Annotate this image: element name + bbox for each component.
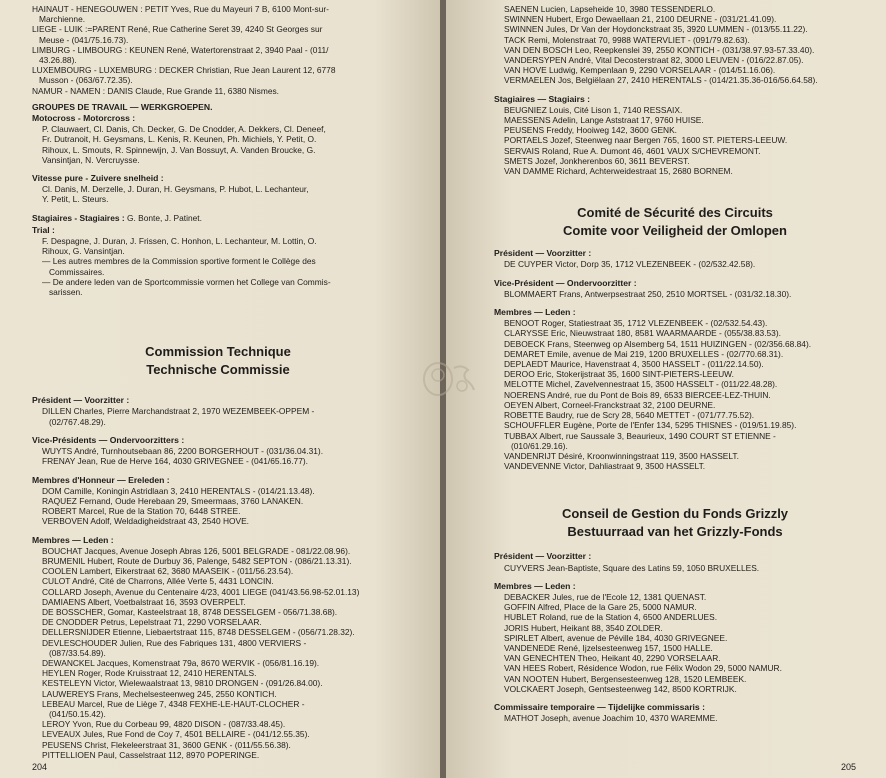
text-line: VANDENRIJT Désiré, Kroonwinningstraat 119, 3500 HASSELT. [504,450,739,461]
conseil-title-fr: Conseil de Gestion du Fonds Grizzly [561,506,789,522]
honneur-title: Membres d'Honneur — Ereleden : [32,474,170,485]
text-line: F. Despagne, J. Duran, J. Frissen, C. Honhon, L. Lechanteur, M. Lottin, O. [42,236,317,247]
stagiaires-row [32,213,404,223]
library-stamp [418,356,480,402]
text-line: DEVLESCHOUDER Julien, Rue des Fabriques 131, 4800 VERVIERS - [42,637,307,648]
comite-president-title: Président — Voorzitter : [494,248,592,259]
text-line: Commissaires. [42,266,105,277]
membres-title: Membres — Leden : [32,534,114,545]
text-line: TUBBAX Albert, rue Saussale 3, Beaurieux, 1490 COURT ST ETIENNE - [504,430,776,441]
comite-title-nl: Comite voor Veiligheid der Omlopen [563,223,787,239]
text-line: DEROO Eric, Stokerijstraat 35, 1600 SINT-PIETERS-LEEUW. [504,369,734,380]
right-page-content [494,4,856,723]
text-line: Cl. Danis, M. Derzelle, J. Duran, H. Geysmans, P. Hubot, L. Lechanteur, [42,184,309,195]
stagiaires-r-title: Stagiaires — Stagiairs : [494,93,590,104]
motocross-title: Motocross - Motorcross : [32,113,136,124]
stagiaires-r-list [494,105,856,176]
text-line: (041/50.15.42). [42,708,106,719]
text-line: Vansintjan, N. Vercruysse. [42,154,140,165]
text-line: SMETS Jozef, Jonkherenbos 60, 3611 BEVERST. [504,155,690,166]
text-line: KESTELEYN Victor, Wielewaalstraat 13, 9810 DRONGEN - (091/26.84.00). [42,678,323,689]
vice-title: Vice-Présidents — Ondervoorzitters : [32,434,185,445]
text-line: MATHOT Joseph, avenue Joachim 10, 4370 WAREMME. [504,713,718,724]
text-line: PEUSENS Christ, Flekeleerstraat 31, 3600 GENK - (011/55.56.38). [42,739,291,750]
text-line: CULOT André, Cité de Charrons, Allée Verte 5, 4431 LONCIN. [42,576,274,587]
text-line: sarissen. [42,287,83,298]
vitesse-title: Vitesse pure - Zuivere snelheid : [32,173,164,184]
text-line: BEUGNIEZ Louis, Cité Lison 1, 7140 RESSAIX. [504,104,683,115]
text-line: (010/61.29.16). [504,440,568,451]
text-line: MAESSENS Adelin, Lange Aststraat 17, 9760 HUISE. [504,115,704,126]
president-list [32,406,404,426]
text-line: VANDEVENNE Victor, Dahliastraat 9, 3500 HASSELT. [504,461,706,472]
conseil-temp-title: Commissaire temporaire — Tijdelijke commissaris : [494,701,705,712]
text-line: VANDENEDE René, Ijzelsesteenweg 157, 1500 HALLE. [504,642,713,653]
text-line: Musson - (063/67.72.35). [32,75,133,86]
text-line: MELOTTE Michel, Zavelvennestraat 15, 3500 HASSELT - (011/22.48.28). [504,379,778,390]
text-line: Y. Petit, L. Steurs. [42,194,109,205]
text-line: DE CNODDER Petrus, Lepelstraat 71, 2290 VORSELAAR. [42,617,262,628]
text-line: CUYVERS Jean-Baptiste, Square des Latins 59, 1050 BRUXELLES. [504,562,760,573]
text-line: LUXEMBOURG - LUXEMBURG : DECKER Christian, Rue Jean Laurent 12, 6778 [32,65,336,76]
text-line: FRENAY Jean, Rue de Herve 164, 4030 GRIVEGNEE - (041/65.16.77). [42,456,308,467]
text-line: DE CUYPER Victor, Dorp 35, 1712 VLEZENBEEK - (02/532.42.58). [504,259,756,270]
text-line: PORTAELS Jozef, Steenweg naar Bergen 765, 1600 ST. PIETERS-LEEUW. [504,135,788,146]
page-number-left: 204 [32,762,48,772]
text-line: (02/767.48.29). [42,416,106,427]
comite-vice-title: Vice-Président — Ondervoorzitter : [494,277,637,288]
vice-list [32,446,404,466]
page-number-right: 205 [840,762,856,772]
text-line: VAN HOVE Ludwig, Kempenlaan 9, 2290 VORSELAAR - (014/51.16.06). [504,65,776,76]
text-line: VERMAELEN Jos, Belgiëlaan 27, 2410 HERENTALS - (014/21.35.36-016/56.64.58). [504,75,818,86]
text-line: SPIRLET Albert, avenue de Péville 184, 4030 GRIVEGNEE. [504,632,728,643]
conseil-membres-title: Membres — Leden : [494,580,576,591]
membres-list [32,546,404,760]
text-line: LIMBURG - LIMBOURG : KEUNEN René, Watertorenstraat 2, 3940 Paal - (011/ [32,44,329,55]
text-line: PITTELLIOEN Paul, Casselstraat 112, 8970 POPERINGE. [42,749,260,760]
text-line: DE BOSSCHER, Gomar, Kasteelstraat 18, 8748 DESSELGEM - 056/71.38.68). [42,606,338,617]
text-line: NOERENS André, rue du Pont de Bois 89, 6533 BIERCEE-LEZ-THUIN. [504,389,771,400]
text-line: ROBETTE Baudry, rue de Scry 28, 5640 METTET - (071/77.75.52). [504,410,755,421]
comite-membres-list [494,318,856,471]
text-line: LIEGE - LUIK :=PARENT René, Rue Catherine Seret 39, 4240 St Georges sur [32,24,323,35]
text-line: DOM Camille, Koningin Astridlaan 3, 2410 HERENTALS - (014/21.13.48). [42,485,315,496]
text-line: DAMIAENS Albert, Voetbalstraat 16, 3593 OVERPELT. [42,596,246,607]
text-line: OEYEN Albert, Corneel-Franckstraat 32, 2100 DEURNE. [504,399,716,410]
text-line: SAENEN Lucien, Lapseheide 10, 3980 TESSENDERLO. [504,4,716,14]
president-title: Président — Voorzitter : [32,395,130,406]
text-line: VAN NOOTEN Hubert, Bergensesteenweg 128, 1520 LEMBEEK. [504,673,747,684]
comite-president-list [494,259,856,269]
text-line: DEBOECK Frans, Steenweg op Alsemberg 54, 1511 HUIZINGEN - (02/356.68.84). [504,338,812,349]
text-line: HUBLET Roland, rue de la Station 4, 6500 ANDERLUES. [504,612,718,623]
text-line: LEROY Yvon, Rue du Corbeau 99, 4820 DISON - (087/33.48.45). [42,719,286,730]
text-line: BLOMMAERT Frans, Antwerpsestraat 250, 2510 MORTSEL - (031/32.18.30). [504,288,792,299]
text-line: VERBOVEN Adolf, Weldadigheidstraat 43, 2540 HOVE. [42,516,250,527]
honneur-list [32,486,404,527]
conseil-title-nl: Bestuurraad van het Grizzly-Fonds [567,524,783,540]
text-line: DEBACKER Jules, rue de l'Ecole 12, 1381 QUENAST. [504,591,707,602]
trial-list [32,236,404,297]
text-line: DELLERSNIJDER Etienne, Liebaertstraat 115, 8748 DESSELGEM - (056/71.28.32). [42,627,355,638]
left-page-content [32,4,404,760]
text-line: — Les autres membres de la Commission sportive forment le Collège des [42,256,316,267]
trial-title: Trial : [32,224,55,235]
text-line: CLARYSSE Eric, Nieuwstraat 180, 8581 WAARMAARDE - (055/38.83.53). [504,328,781,339]
conseil-president-list [494,563,856,573]
text-line: VAN DEN BOSCH Leo, Reepkenslei 39, 2550 KONTICH - (031/38.97.93-57.33.40). [504,44,815,55]
text-line: HEYLEN Roger, Rode Kruisstraat 12, 2410 HERENTALS. [42,668,257,679]
text-line: Rihoux, L. Smouts, R. Spinnewijn, J. Van Bossuyt, A. Vanden Broucke, G. [42,144,316,155]
stamp-graphic [418,356,480,402]
text-line: SWINNEN Hubert, Ergo Dewaellaan 21, 2100 DEURNE - (031/21.41.09). [504,14,777,25]
text-line: GOFFIN Alfred, Place de la Gare 25, 5000 NAMUR. [504,602,697,613]
text-line: RAQUEZ Fernand, Oude Herebaan 29, Smeermaas, 3760 LANAKEN. [42,495,304,506]
groups-title: GROUPES DE TRAVAIL — WERKGROEPEN. [32,101,213,112]
commission-title-nl: Technische Commissie [146,362,290,378]
text-line: Fr. Dutranoit, H. Geysmans, L. Kenis, R. Keunen, Ph. Michiels, Y. Petit, O. [42,134,317,145]
text-line: — De andere leden van de Sportcommissie vormen het College van Commis- [42,276,331,287]
stagiaires-names: G. Bonte, J. Patinet. [124,212,202,223]
text-line: VAN DAMME Richard, Achterweidestraat 15, 2680 BORNEM. [504,166,733,177]
conseil-temp-list [494,713,856,723]
conseil-president-title: Président — Voorzitter : [494,551,592,562]
text-line: Marchienne. [32,14,86,25]
text-line: NAMUR - NAMEN : DANIS Claude, Rue Grande 11, 6380 Nismes. [32,85,279,96]
text-line: BRUMENIL Hubert, Route de Durbuy 36, Palenge, 5482 SEPTON - (086/21.13.31). [42,555,352,566]
text-line: (087/33.54.89). [42,647,106,658]
text-line: DILLEN Charles, Pierre Marchandstraat 2, 1970 WEZEMBEEK-OPPEM - [42,406,315,417]
text-line: VAN HEES Robert, Résidence Wodon, rue Félix Wodon 29, 5000 NAMUR. [504,663,782,674]
text-line: DEWANCKEL Jacques, Komenstraat 79a, 8670 WERVIK - (056/81.16.19). [42,657,320,668]
text-line: VANDERSYPEN André, Vital Decosterstraat 82, 3000 LEUVEN - (016/22.87.05). [504,55,804,66]
text-line: LAUWEREYS Frans, Mechelsesteenweg 245, 2550 KONTICH. [42,688,277,699]
text-line: LEBEAU Marcel, Rue de Liège 7, 4348 FEXHE-LE-HAUT-CLOCHER - [42,698,305,709]
comite-vice-list [494,289,856,299]
comite-title-fr: Comité de Sécurité des Circuits [577,205,773,221]
text-line: BOUCHAT Jacques, Avenue Joseph Abras 126, 5001 BELGRADE - 081/22.08.96). [42,545,351,556]
vitesse-list [32,184,404,204]
right-page [446,0,886,778]
text-line: VOLCKAERT Joseph, Gentsesteenweg 142, 8500 KORTRIJK. [504,683,737,694]
text-line: PEUSENS Freddy, Hooiweg 142, 3600 GENK. [504,125,678,136]
text-line: Rihoux, G. Vansintjan. [42,246,125,257]
text-line: SWINNEN Jules, Dr Van der Hoydonckstraat 35, 3920 LUMMEN - (013/55.11.22). [504,24,808,35]
text-line: DEPLAEDT Maurice, Havenstraat 4, 3500 HASSELT - (011/22.14.50). [504,359,764,370]
comite-membres-title: Membres — Leden : [494,307,576,318]
text-line: Meuse - (041/75.16.73). [32,34,129,45]
text-line: DEMARET Emile, avenue de Mai 219, 1200 BRUXELLES - (02/770.68.31). [504,348,784,359]
conseil-membres-list [494,592,856,694]
members-continued-list [494,4,856,86]
regional-list [32,4,404,96]
text-line: WUYTS André, Turnhoutsebaan 86, 2200 BORGERHOUT - (031/36.04.31). [42,446,324,457]
commission-title-fr: Commission Technique [145,344,291,360]
text-line: ROBERT Marcel, Rue de la Station 70, 6448 STREE. [42,506,241,517]
stagiaires-title: Stagiaires - Stagiaires : [32,212,125,223]
motocross-list [32,124,404,165]
text-line: COLLARD Joseph, Avenue du Centenaire 4/23, 4001 LIEGE (041/43.56.98-52.01.13) [42,586,360,597]
text-line: SERVAIS Roland, Rue A. Dumont 46, 4601 VAUX S/CHEVREMONT. [504,145,761,156]
text-line: TACK Remi, Molenstraat 70, 9988 WATERVLIET - (091/79.82.63). [504,34,750,45]
text-line: VAN GENECHTEN Theo, Heikant 40, 2290 VORSELAAR. [504,653,721,664]
text-line: HAINAUT - HENEGOUWEN : PETIT Yves, Rue du Mayeuri 7 B, 6100 Mont-sur- [32,4,329,14]
text-line: BENOOT Roger, Statiestraat 35, 1712 VLEZENBEEK - (02/532.54.43). [504,318,768,329]
text-line: JORIS Hubert, Heikant 88, 3540 ZOLDER. [504,622,663,633]
text-line: COOLEN Lambert, Eikerstraat 62, 3680 MAASEIK - (011/56.23.54). [42,566,294,577]
text-line: SCHOUFFLER Eugène, Porte de l'Enfer 134, 5295 THISNES - (019/51.19.85). [504,420,797,431]
text-line: LEVEAUX Jules, Rue Fond de Coy 7, 4501 BELLAIRE - (041/12.55.35). [42,729,310,740]
left-page [0,0,440,778]
text-line: P. Clauwaert, Cl. Danis, Ch. Decker, G. De Cnodder, A. Dekkers, Cl. Deneef, [42,124,326,135]
text-line: 43.26.88). [32,55,77,66]
